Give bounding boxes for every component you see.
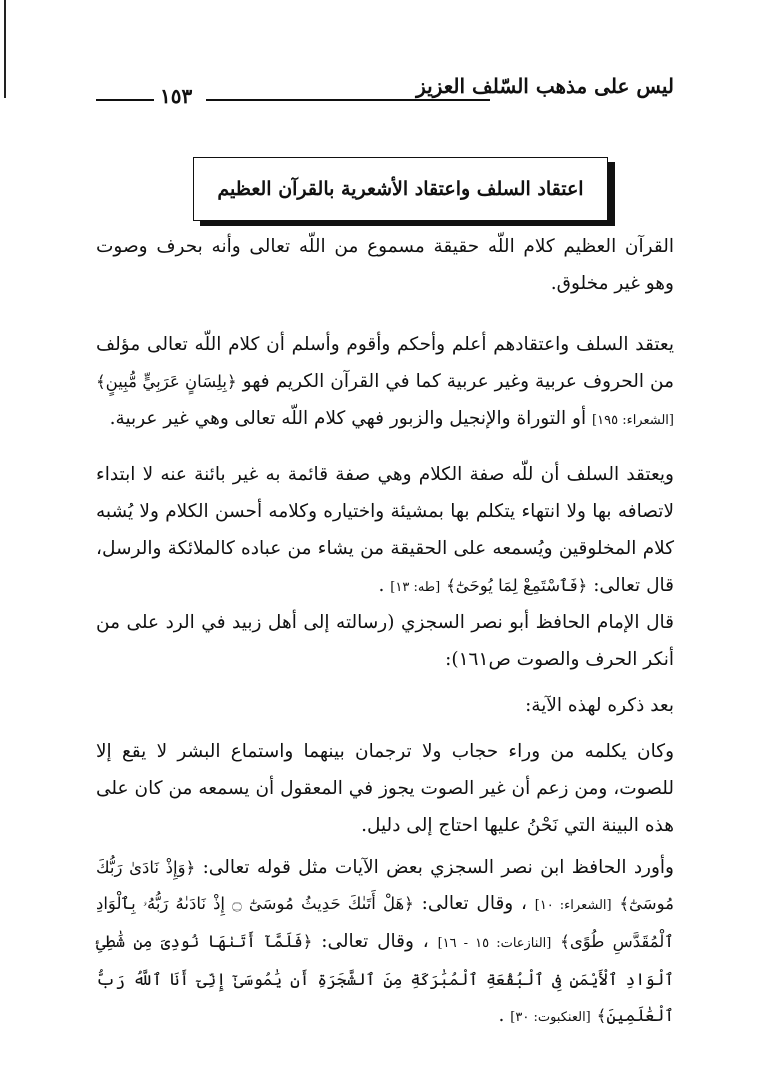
page-number: ١٥٣ (160, 84, 193, 108)
header-rule-left (96, 99, 154, 101)
paragraph-1: القرآن العظيم كلام اللّه حقيقة مسموع من اللّه تعالى وأنه بحرف وصوت وهو غير مخلوق. (96, 236, 674, 294)
quran-verse: ﴿فَلَمَّآ أَتَىٰهَا نُودِىَ مِن شَٰطِئِ ٱلْوَادِ ٱلْأَيْمَنِ فِى ٱلْبُقْعَةِ ٱلْمُبَٰرَكَةِ مِنَ ٱلشَّجَرَةِ أَن يَٰمُوسَىٰٓ إِنِّىٓ أَنَا ٱللَّهُ رَبُّ ٱلْعَٰلَمِينَ﴾ (96, 932, 674, 1025)
quran-verse: ﴿فَٱسْتَمِعْ لِمَا يُوحَىٰٓ﴾ (446, 576, 588, 595)
paragraph-2 (96, 326, 674, 439)
running-title: ليس على مذهب السّلف العزيز (416, 74, 674, 98)
paragraph-6: وكان يكلمه من وراء حجاب ولا ترجمان بينهما واستماع البشر لا يقع إلا للصوت، ومن زعم أن غير الصوت يجوز في المعقول أن يسمعه من كان على هذه البينة التي نَحْنُ عليها احتاج إلى دليل. (96, 741, 674, 836)
paragraph-5: بعد ذكره لهذه الآية: (525, 695, 674, 716)
section-title: اعتقاد السلف واعتقاد الأشعرية بالقرآن العظيم (217, 178, 584, 200)
quran-verse: ﴿هَلْ أَتَىٰكَ حَدِيثُ مُوسَىٰٓ ۝ إِذْ نَادَىٰهُ رَبُّهُۥ بِٱلْوَادِ ٱلْمُقَدَّسِ طُوًى﴾ (96, 894, 674, 951)
verse-citation: [الشعراء: ١٩٥] (592, 413, 674, 428)
header-rule-right (206, 99, 490, 101)
verse-citation: [الشعراء: ١٠] (534, 898, 612, 913)
verse-citation: [طه: ١٣] (390, 580, 441, 595)
paragraph-4: قال الإمام الحافظ أبو نصر السجزي (رسالته إلى أهل زبيد في الرد على من أنكر الحرف والصوت ص١٦١): (96, 612, 674, 670)
paragraph-3 (96, 456, 674, 606)
paragraph-7-intro: وأورد الحافظ ابن نصر السجزي بعض الآيات مثل قوله تعالى: (202, 857, 674, 878)
paragraph-7 (96, 850, 674, 1036)
paragraph-3-text: ويعتقد السلف أن للّه صفة الكلام وهي صفة قائمة به غير بائنة عنه لا ابتداء لاتصافه بها ولا انتهاء يتكلم بها بمشيئة واختياره وكلامه أحسن الكلام ولا يُشبه كلام المخلوقين ويُسمعه على الحقيقة من يشاء من عباده كالملائكة والرسل، قال تعالى: (96, 464, 674, 596)
verse-citation: [النازعات: ١٥ - ١٦] (437, 936, 552, 951)
section-title-box (193, 157, 608, 221)
verse-citation: [العنكبوت: ٣٠] (510, 1010, 591, 1025)
paragraph-2-text: يعتقد السلف واعتقادهم أعلم وأحكم وأقوم وأسلم أن كلام اللّه تعالى مؤلف من الحروف عربية وغير عربية كما في القرآن الكريم فهو (96, 334, 674, 392)
paragraph-7-connector: ، وقال تعالى: (321, 931, 429, 952)
paragraph-2-tail: أو التوراة والإنجيل والزبور فهي كلام اللّه تعالى وهي غير عربية. (109, 408, 587, 429)
paragraph-7-connector: ، وقال تعالى: (421, 893, 527, 914)
paragraph-3-tail: . (378, 575, 385, 596)
paragraph-7-tail: . (498, 1005, 505, 1026)
quran-verse: ﴿وَإِذْ نَادَىٰ رَبُّكَ مُوسَىٰٓ﴾ (96, 858, 674, 913)
quran-verse: ﴿بِلِسَانٍ عَرَبِيٍّ مُّبِينٍ﴾ (96, 372, 237, 391)
page-header (96, 66, 674, 112)
page-edge-line (4, 0, 6, 98)
